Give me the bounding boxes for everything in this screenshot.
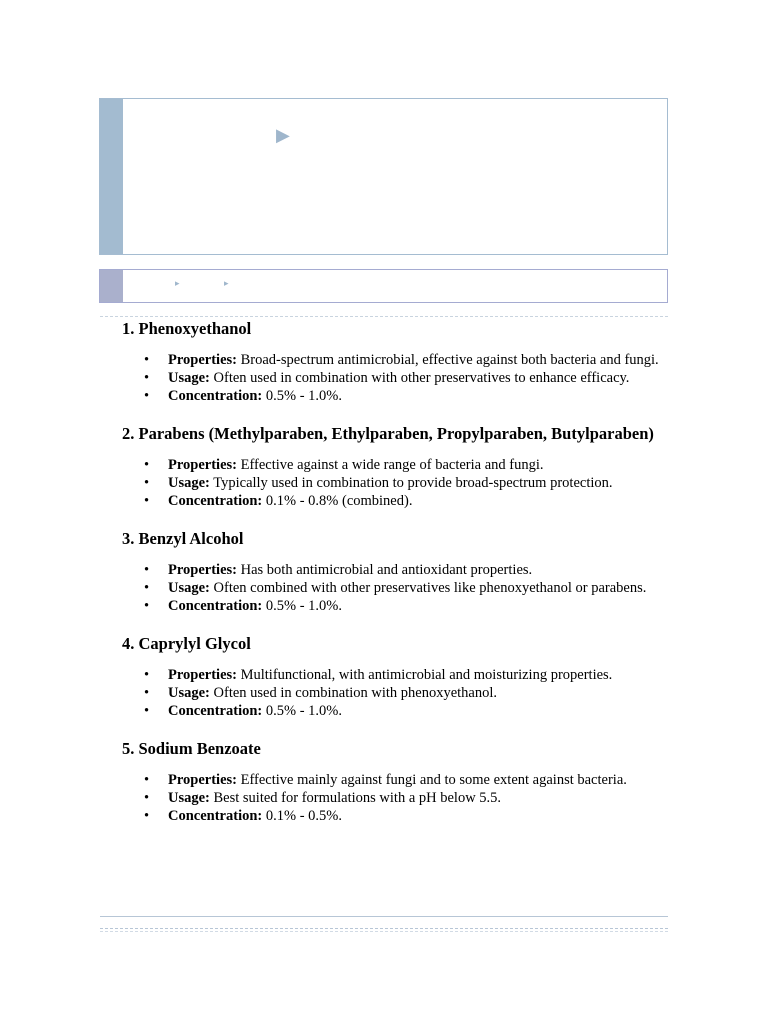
list-item [168,369,668,387]
list-item [168,561,668,579]
subheader-panel [99,269,668,303]
item-text: 0.1% - 0.5%. [262,808,342,824]
item-text: 0.5% - 1.0%. [262,703,342,719]
property-list [122,771,668,825]
list-item [168,579,668,597]
section-parabens [122,423,668,510]
item-text: Multifunctional, with antimicrobial and moisturizing properties. [236,667,613,683]
item-text: 0.5% - 1.0%. [262,598,342,614]
list-item [168,771,668,789]
small-arrow-icon: ▸ [224,279,229,289]
item-text: Often used in combination with other preservatives to enhance efficacy. [209,370,630,386]
property-list [122,561,668,615]
property-list [122,666,668,720]
section-caprylyl-glycol [122,633,668,720]
item-text: Typically used in combination to provide broad-spectrum protection. [209,475,613,491]
item-label: Properties: [168,457,237,473]
item-text: Effective against a wide range of bacteria and fungi. [236,457,544,473]
item-label: Concentration: [168,388,263,404]
item-text: Broad-spectrum antimicrobial, effective against both bacteria and fungi. [236,352,659,368]
item-label: Usage: [168,475,210,491]
item-text: Often combined with other preservatives like phenoxyethanol or parabens. [209,580,647,596]
section-phenoxyethanol [122,318,668,405]
footer-rule [100,916,668,917]
section-heading: 2. Parabens (Methylparaben, Ethylparaben, Propylparaben, Butylparaben) [122,424,654,443]
section-heading: 3. Benzyl Alcohol [122,529,244,548]
item-text: Effective mainly against fungi and to some extent against bacteria. [236,772,627,788]
list-item [168,666,668,684]
section-heading: 5. Sodium Benzoate [122,739,261,758]
item-label: Concentration: [168,808,263,824]
small-arrow-icon: ▸ [175,279,180,289]
item-label: Concentration: [168,598,263,614]
item-text: Has both antimicrobial and antioxidant properties. [236,562,533,578]
item-label: Usage: [168,370,210,386]
header-accent-bar [100,99,123,254]
item-label: Concentration: [168,703,263,719]
footer-dashed-rule [100,931,668,932]
item-label: Properties: [168,352,237,368]
item-label: Properties: [168,772,237,788]
list-item [168,492,668,510]
play-arrow-icon: ▶ [276,125,290,146]
item-label: Concentration: [168,493,263,509]
item-label: Usage: [168,685,210,701]
item-label: Properties: [168,562,237,578]
list-item [168,387,668,405]
subheader-accent-bar [100,270,123,302]
item-label: Usage: [168,580,210,596]
list-item [168,684,668,702]
item-label: Usage: [168,790,210,806]
section-heading: 4. Caprylyl Glycol [122,634,251,653]
document-body [122,318,668,825]
item-text: Often used in combination with phenoxyethanol. [209,685,498,701]
list-item [168,789,668,807]
item-text: 0.5% - 1.0%. [262,388,342,404]
footer-dashed-rule [100,928,668,929]
property-list [122,456,668,510]
property-list [122,351,668,405]
header-panel [99,98,668,255]
list-item [168,456,668,474]
list-item [168,807,668,825]
list-item [168,351,668,369]
list-item [168,474,668,492]
item-text: 0.1% - 0.8% (combined). [262,493,413,509]
item-text: Best suited for formulations with a pH below 5.5. [209,790,502,806]
section-benzyl-alcohol [122,528,668,615]
list-item [168,597,668,615]
item-label: Properties: [168,667,237,683]
list-item [168,702,668,720]
dashed-divider [100,316,668,317]
section-heading: 1. Phenoxyethanol [122,319,252,338]
section-sodium-benzoate [122,738,668,825]
